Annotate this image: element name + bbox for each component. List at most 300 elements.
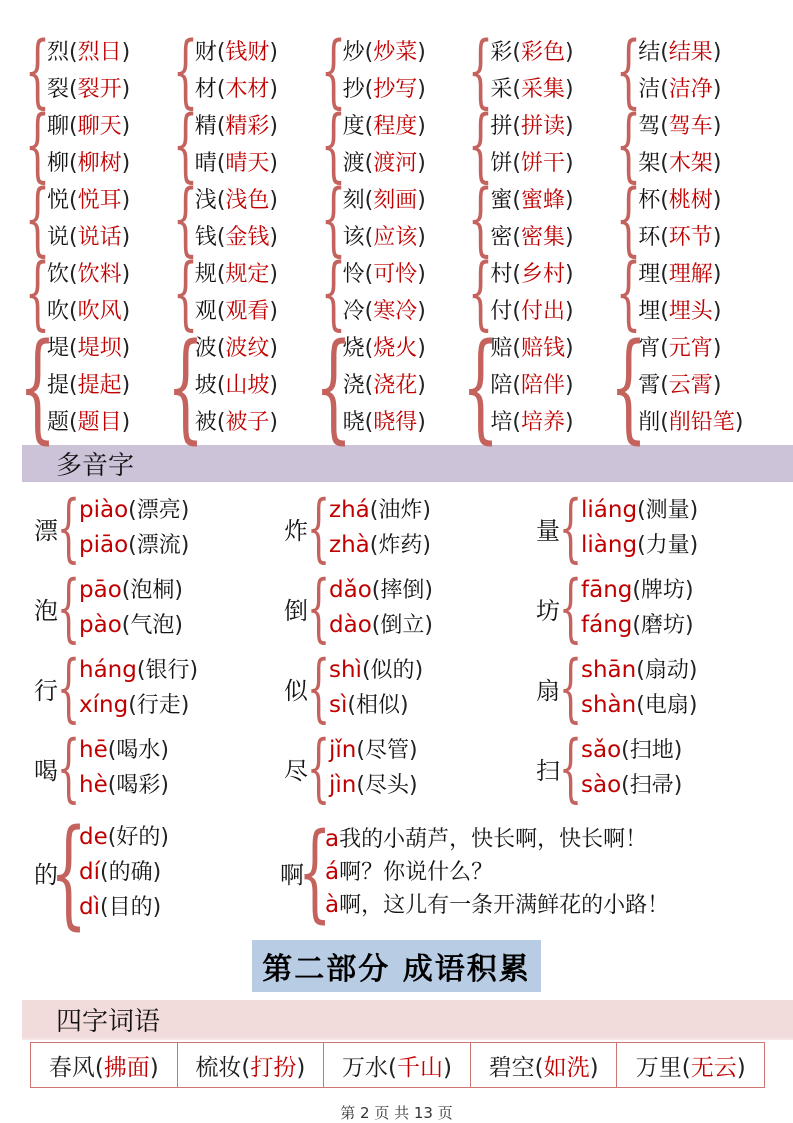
reading-line xyxy=(79,768,169,803)
reading-line xyxy=(581,573,694,608)
four-char-header-bar xyxy=(22,1000,793,1040)
char-group xyxy=(621,34,767,108)
char-group xyxy=(621,182,767,256)
word: ( 埋头 ) xyxy=(660,299,721,324)
reading-line xyxy=(79,573,183,608)
base-char: 渡 xyxy=(342,151,365,176)
base-char: 材 xyxy=(194,77,217,102)
word: ( 堤坝 ) xyxy=(69,336,130,361)
char-line xyxy=(490,293,573,330)
char-group xyxy=(30,34,176,108)
char-line xyxy=(195,182,278,219)
brace-icon xyxy=(62,571,76,645)
polyphones-header-label: 多音字 xyxy=(56,451,135,481)
reading-line xyxy=(581,688,697,723)
char-line xyxy=(343,256,426,293)
pinyin-word: ( 测量 ) xyxy=(637,498,698,523)
polyphones-header-bar xyxy=(22,445,793,482)
pinyin: shàn xyxy=(581,692,637,718)
base-char: 洁 xyxy=(638,77,661,102)
char-line xyxy=(195,145,278,182)
brace-icon xyxy=(473,327,488,445)
base-char: 说 xyxy=(47,225,70,250)
base-char: 规 xyxy=(194,262,217,287)
pinyin: hē xyxy=(79,737,108,763)
pinyin: dǎo xyxy=(329,577,372,603)
reading-line xyxy=(581,493,698,528)
base-char: 堤 xyxy=(47,336,70,361)
char-line xyxy=(47,108,130,145)
char-line xyxy=(638,293,721,330)
base-char: 密 xyxy=(490,225,513,250)
char-line xyxy=(343,108,426,145)
pinyin-word: ( 漂亮 ) xyxy=(128,498,189,523)
base-char: 该 xyxy=(342,225,365,250)
polyphone-row xyxy=(0,488,793,568)
base-char: 宵 xyxy=(638,336,661,361)
base-char: 赔 xyxy=(490,336,513,361)
char-line xyxy=(638,34,721,71)
pinyin: zhá xyxy=(329,497,370,523)
pinyin-word: ( 泡桐 ) xyxy=(122,578,183,603)
word: ( 渡河 ) xyxy=(365,151,426,176)
word: ( 被子 ) xyxy=(217,410,278,435)
base-char: 陪 xyxy=(490,373,513,398)
lead-char: 漂 xyxy=(34,516,58,545)
pinyin-word: ( 炸药 ) xyxy=(370,533,431,558)
polyphone-group xyxy=(284,728,536,808)
polyphone-group xyxy=(280,814,793,930)
char-line xyxy=(490,367,573,404)
example-line xyxy=(325,856,669,889)
word: ( 烧火 ) xyxy=(365,336,426,361)
base-char: 饼 xyxy=(490,151,513,176)
word: ( 抄写 ) xyxy=(365,77,426,102)
reading-line xyxy=(581,653,697,688)
polyphone-row xyxy=(0,648,793,728)
word: ( 云霄 ) xyxy=(660,373,721,398)
pinyin-word: ( 似的 ) xyxy=(362,658,423,683)
polyphone-group xyxy=(536,568,793,648)
char-line xyxy=(343,34,426,71)
pinyin-word: ( 扫帚 ) xyxy=(621,773,682,798)
reading-line xyxy=(79,493,189,528)
word: ( 理解 ) xyxy=(660,262,721,287)
word: ( 元宵 ) xyxy=(660,336,721,361)
idiom-cell xyxy=(471,1043,618,1087)
pinyin: jìn xyxy=(329,772,357,798)
char-line xyxy=(47,330,130,367)
base-char: 浇 xyxy=(342,373,365,398)
polyphones-section xyxy=(0,482,793,930)
base-char: 刻 xyxy=(342,188,365,213)
base-char: 蜜 xyxy=(490,188,513,213)
idiom-cell xyxy=(617,1043,764,1087)
char-line xyxy=(195,293,278,330)
base-char: 观 xyxy=(194,299,217,324)
char-line xyxy=(195,404,278,441)
idiom-cell xyxy=(324,1043,471,1087)
brace-icon xyxy=(312,731,326,805)
word: ( 晓得 ) xyxy=(365,410,426,435)
pinyin-word: ( 漂流 ) xyxy=(128,533,189,558)
brace-icon xyxy=(62,813,76,931)
polyphone-group xyxy=(536,648,793,728)
word: ( 浅色 ) xyxy=(217,188,278,213)
reading-line xyxy=(329,688,423,723)
pinyin: háng xyxy=(79,657,137,683)
base-char: 采 xyxy=(490,77,513,102)
char-group xyxy=(326,182,472,256)
pinyin: xíng xyxy=(79,692,129,718)
polyphone-group xyxy=(34,728,284,808)
idiom-red: ( 拂面 ) xyxy=(95,1049,159,1082)
word: ( 吹风 ) xyxy=(69,299,130,324)
brace-icon xyxy=(30,327,45,445)
pinyin-word: ( 扫地 ) xyxy=(621,738,682,763)
char-group xyxy=(30,330,176,441)
brace-icon xyxy=(564,651,578,725)
idiom-black: 万里 xyxy=(635,1054,682,1081)
char-group xyxy=(473,182,619,256)
polyphone-group xyxy=(536,728,793,808)
char-group xyxy=(326,34,472,108)
word: ( 木架 ) xyxy=(660,151,721,176)
base-char: 环 xyxy=(638,225,661,250)
char-line xyxy=(490,404,573,441)
pinyin: pào xyxy=(79,612,122,638)
lead-char: 倒 xyxy=(284,596,308,625)
idiom-red: ( 如洗 ) xyxy=(535,1049,599,1082)
word: ( 环节 ) xyxy=(660,225,721,250)
pinyin-word: ( 磨坊 ) xyxy=(632,613,693,638)
page-number: 第 2 页 共 13 页 xyxy=(340,1104,453,1122)
char-group xyxy=(30,108,176,182)
polyphone-row xyxy=(0,814,793,930)
pinyin: sào xyxy=(581,772,622,798)
base-char: 提 xyxy=(47,373,70,398)
word: ( 可怜 ) xyxy=(365,262,426,287)
pinyin-word: ( 好的 ) xyxy=(108,825,169,850)
word: ( 蜜蜂 ) xyxy=(512,188,573,213)
pinyin: de xyxy=(79,823,108,850)
idiom-red: ( 打扮 ) xyxy=(241,1049,305,1082)
word: ( 题目 ) xyxy=(69,410,130,435)
polyphone-group xyxy=(284,568,536,648)
reading-line xyxy=(329,653,423,688)
base-char: 晴 xyxy=(194,151,217,176)
word: ( 驾车 ) xyxy=(660,114,721,139)
pinyin-word: ( 喝水 ) xyxy=(108,738,169,763)
reading-line xyxy=(329,733,418,768)
char-group xyxy=(178,34,324,108)
example-line xyxy=(325,889,669,922)
brace-icon xyxy=(621,327,636,445)
lead-char: 量 xyxy=(536,516,560,545)
pinyin-word: ( 摔倒 ) xyxy=(372,578,433,603)
pinyin: piào xyxy=(79,497,129,523)
char-group xyxy=(178,182,324,256)
word: ( 赔钱 ) xyxy=(512,336,573,361)
pinyin: fāng xyxy=(581,577,633,603)
char-line xyxy=(47,293,130,330)
word: ( 陪伴 ) xyxy=(512,373,573,398)
char-line xyxy=(47,256,130,293)
pinyin: dào xyxy=(329,612,372,638)
reading-line xyxy=(329,528,431,563)
word: ( 采集 ) xyxy=(512,77,573,102)
char-line xyxy=(195,34,278,71)
word: ( 烈日 ) xyxy=(69,40,130,65)
pinyin: shì xyxy=(329,657,362,683)
word: ( 金钱 ) xyxy=(217,225,278,250)
pinyin: sǎo xyxy=(581,737,622,763)
pinyin: dí xyxy=(79,858,100,885)
pinyin: pāo xyxy=(79,577,122,603)
char-line xyxy=(638,404,743,441)
lead-char: 喝 xyxy=(34,756,58,785)
word: ( 饼干 ) xyxy=(512,151,573,176)
pinyin-word: ( 尽管 ) xyxy=(356,738,417,763)
base-char: 削 xyxy=(638,410,661,435)
idiom-black: 万水 xyxy=(342,1054,388,1081)
base-char: 彩 xyxy=(490,40,513,65)
pinyin-word: ( 油炸 ) xyxy=(370,498,431,523)
brace-icon xyxy=(312,651,326,725)
pinyin-word: ( 行走 ) xyxy=(128,693,189,718)
base-char: 结 xyxy=(638,40,661,65)
word: ( 柳树 ) xyxy=(69,151,130,176)
pinyin-word: ( 电扇 ) xyxy=(636,693,697,718)
char-group xyxy=(30,182,176,256)
char-line xyxy=(47,145,130,182)
char-line xyxy=(343,71,426,108)
polyphone-group xyxy=(284,488,536,568)
pinyin: a xyxy=(325,825,340,852)
base-char: 题 xyxy=(47,410,70,435)
brace-icon xyxy=(326,327,341,445)
char-line xyxy=(638,367,743,404)
word: ( 波纹 ) xyxy=(217,336,278,361)
reading-line xyxy=(581,608,694,643)
word: ( 浇花 ) xyxy=(365,373,426,398)
char-line xyxy=(47,71,130,108)
lead-char: 扇 xyxy=(536,676,560,705)
char-line xyxy=(343,367,426,404)
base-char: 培 xyxy=(490,410,513,435)
lead-char: 尽 xyxy=(284,756,308,785)
brace-icon xyxy=(178,327,193,445)
brace-icon xyxy=(308,819,322,925)
char-group xyxy=(326,330,472,441)
pinyin: á xyxy=(325,858,340,885)
word: ( 悦耳 ) xyxy=(69,188,130,213)
word: ( 精彩 ) xyxy=(217,114,278,139)
word: ( 刻画 ) xyxy=(365,188,426,213)
base-char: 抄 xyxy=(342,77,365,102)
lead-char: 扫 xyxy=(536,756,560,785)
char-line xyxy=(490,219,573,256)
idiom-table xyxy=(30,1042,765,1088)
char-line xyxy=(195,256,278,293)
base-char: 精 xyxy=(194,114,217,139)
polyphone-group xyxy=(34,648,284,728)
idiom-black: 梳妆 xyxy=(195,1054,242,1081)
idiom-red: ( 千山 ) xyxy=(388,1049,452,1082)
char-line xyxy=(638,71,721,108)
idiom-black: 碧空 xyxy=(488,1054,535,1081)
word: ( 彩色 ) xyxy=(512,40,573,65)
idiom-black: 春风 xyxy=(48,1054,95,1081)
pinyin-word: ( 牌坊 ) xyxy=(632,578,693,603)
brace-icon xyxy=(312,571,326,645)
idiom-cell xyxy=(178,1043,325,1087)
base-char: 波 xyxy=(194,336,217,361)
char-line xyxy=(638,182,721,219)
pinyin-word: ( 气泡 ) xyxy=(122,613,183,638)
pinyin: shān xyxy=(581,657,637,683)
word: ( 桃树 ) xyxy=(660,188,721,213)
polyphone-group xyxy=(536,488,793,568)
word: ( 拼读 ) xyxy=(512,114,573,139)
pinyin: à xyxy=(325,891,340,918)
word: ( 付出 ) xyxy=(512,299,573,324)
char-line xyxy=(47,182,130,219)
word: ( 饮料 ) xyxy=(69,262,130,287)
base-char: 拼 xyxy=(490,114,513,139)
char-group xyxy=(473,108,619,182)
base-char: 坡 xyxy=(194,373,217,398)
word: ( 晴天 ) xyxy=(217,151,278,176)
reading-line xyxy=(79,890,169,925)
four-char-header-label: 四字词语 xyxy=(56,1006,161,1037)
base-char: 饮 xyxy=(47,262,70,287)
base-char: 埋 xyxy=(638,299,661,324)
brace-icon xyxy=(62,651,76,725)
example-sentence: 啊？你说什么？ xyxy=(339,859,494,885)
char-line xyxy=(343,330,426,367)
char-line xyxy=(490,330,573,367)
word: ( 培养 ) xyxy=(512,410,573,435)
pinyin: piāo xyxy=(79,532,129,558)
char-group xyxy=(326,108,472,182)
base-char: 浅 xyxy=(194,188,217,213)
char-line xyxy=(638,330,743,367)
word: ( 应该 ) xyxy=(365,225,426,250)
idiom-red: ( 无云 ) xyxy=(682,1049,746,1082)
char-line xyxy=(638,145,721,182)
reading-line xyxy=(79,733,169,768)
reading-line xyxy=(79,653,198,688)
char-line xyxy=(490,108,573,145)
brace-icon xyxy=(62,491,76,565)
example-sentence: 啊，这儿有一条开满鲜花的小路！ xyxy=(339,892,670,918)
base-char: 钱 xyxy=(194,225,217,250)
idiom-cell xyxy=(31,1043,178,1087)
word: ( 寒冷 ) xyxy=(365,299,426,324)
char-line xyxy=(343,145,426,182)
char-line xyxy=(343,293,426,330)
reading-line xyxy=(581,733,682,768)
word: ( 削铅笔 ) xyxy=(660,410,743,435)
char-line xyxy=(47,219,130,256)
char-group xyxy=(473,330,619,441)
base-char: 付 xyxy=(490,299,513,324)
polyphone-group xyxy=(34,814,280,930)
char-line xyxy=(195,330,278,367)
pinyin: hè xyxy=(79,772,108,798)
char-line xyxy=(490,182,573,219)
lead-char: 坊 xyxy=(536,596,560,625)
polyphone-group xyxy=(284,648,536,728)
word: ( 木材 ) xyxy=(217,77,278,102)
example-sentence: 我的小葫芦，快长啊，快长啊！ xyxy=(339,826,648,852)
word: ( 提起 ) xyxy=(69,373,130,398)
reading-line xyxy=(329,573,433,608)
word: ( 规定 ) xyxy=(217,262,278,287)
part2-title: 第二部分 成语积累 xyxy=(252,940,540,992)
lead-char: 啊 xyxy=(280,860,304,889)
base-char: 烧 xyxy=(342,336,365,361)
char-line xyxy=(490,145,573,182)
char-line xyxy=(638,256,721,293)
char-line xyxy=(195,71,278,108)
char-line xyxy=(195,108,278,145)
char-line xyxy=(343,219,426,256)
brace-icon xyxy=(62,731,76,805)
word: ( 炒菜 ) xyxy=(365,40,426,65)
pinyin-word: ( 倒立 ) xyxy=(372,613,433,638)
base-char: 柳 xyxy=(47,151,70,176)
word: ( 乡村 ) xyxy=(512,262,573,287)
base-char: 聊 xyxy=(47,114,70,139)
word: ( 结果 ) xyxy=(660,40,721,65)
pinyin-word: ( 银行 ) xyxy=(137,658,198,683)
base-char: 悦 xyxy=(47,188,70,213)
lead-char: 泡 xyxy=(34,596,58,625)
lead-char: 的 xyxy=(34,860,58,889)
char-line xyxy=(195,367,278,404)
lead-char: 炸 xyxy=(284,516,308,545)
base-char: 被 xyxy=(194,410,217,435)
char-line xyxy=(343,404,426,441)
brace-icon xyxy=(312,491,326,565)
char-group xyxy=(178,108,324,182)
word: ( 观看 ) xyxy=(217,299,278,324)
word: ( 聊天 ) xyxy=(69,114,130,139)
char-line xyxy=(195,219,278,256)
base-char: 怜 xyxy=(342,262,365,287)
char-line xyxy=(638,219,721,256)
word: ( 洁净 ) xyxy=(660,77,721,102)
pinyin-word: ( 力量 ) xyxy=(637,533,698,558)
char-group xyxy=(178,330,324,441)
reading-line xyxy=(79,855,169,890)
pinyin: liáng xyxy=(581,497,638,523)
char-line xyxy=(490,256,573,293)
base-char: 烈 xyxy=(47,40,70,65)
base-char: 炒 xyxy=(342,40,365,65)
reading-line xyxy=(79,528,189,563)
base-char: 晓 xyxy=(342,410,365,435)
base-char: 吹 xyxy=(47,299,70,324)
pinyin: sì xyxy=(329,692,348,718)
part2-title-wrap xyxy=(0,940,793,992)
base-char: 度 xyxy=(342,114,365,139)
word: ( 密集 ) xyxy=(512,225,573,250)
char-line xyxy=(47,34,130,71)
base-char: 村 xyxy=(490,262,513,287)
